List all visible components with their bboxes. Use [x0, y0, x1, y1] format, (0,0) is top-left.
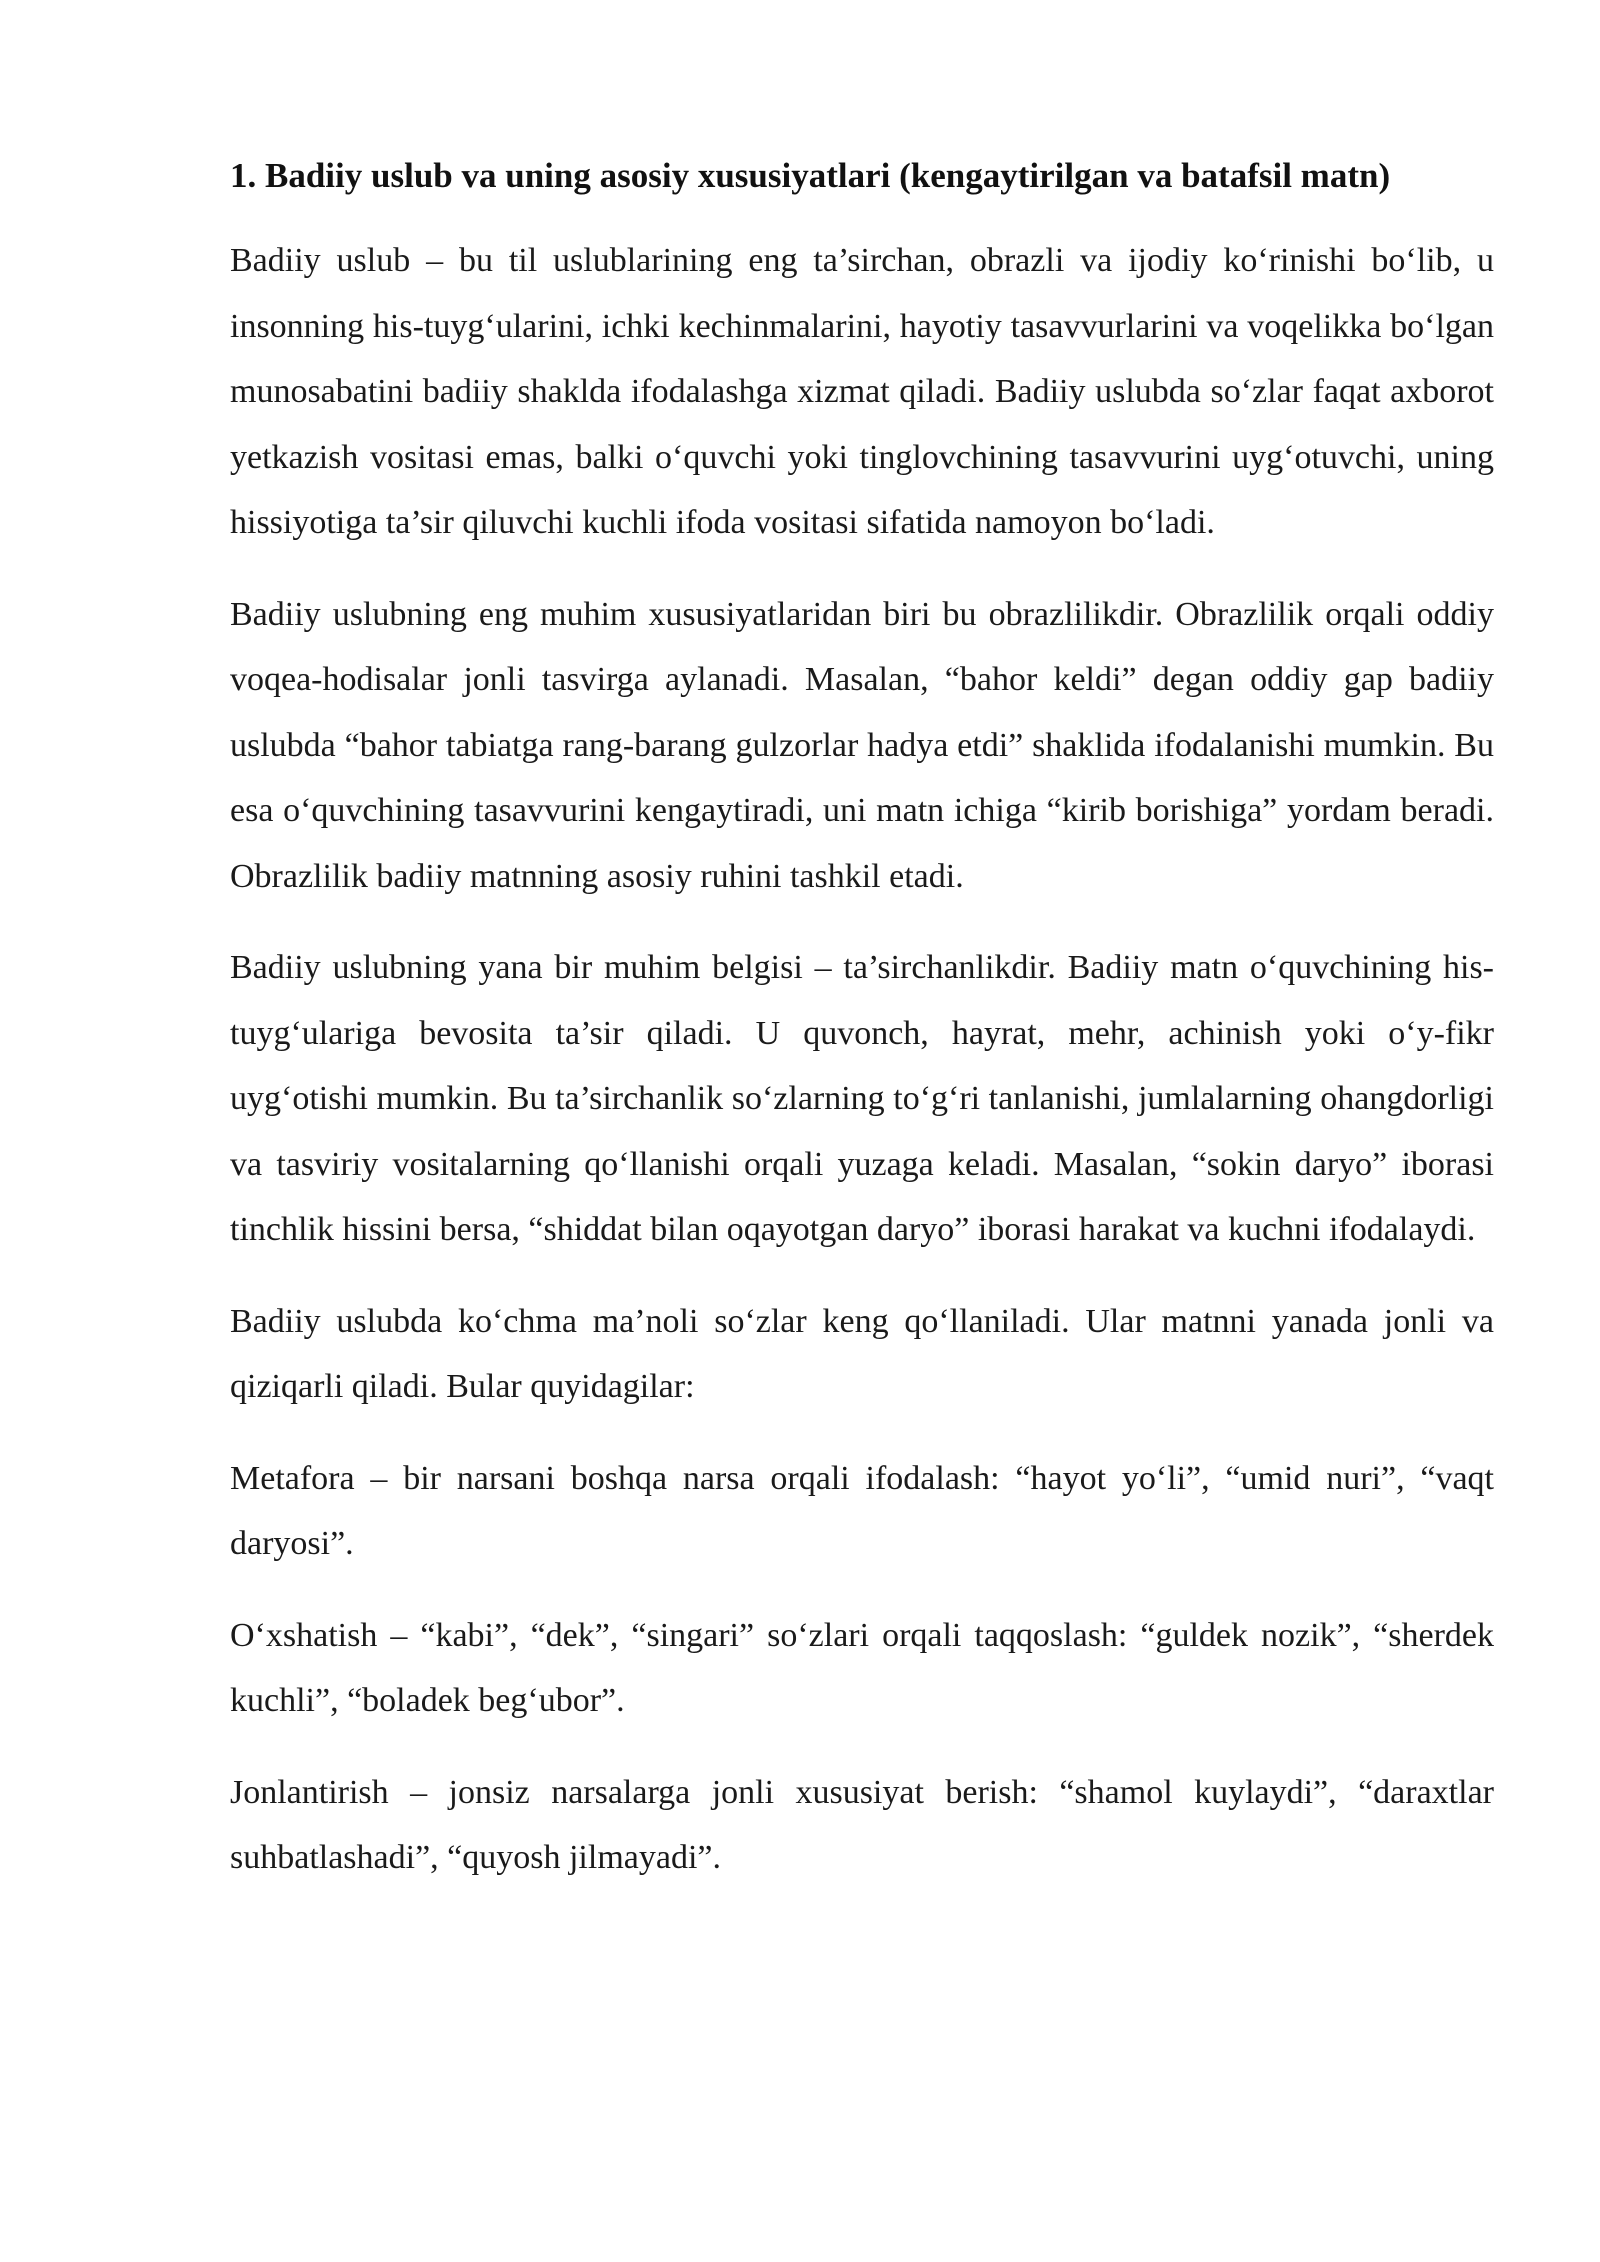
section-heading: 1. Badiiy uslub va uning asosiy xususiyatlari (kengaytirilgan va batafsil matn) — [230, 156, 1391, 195]
paragraph-simile: O‘xshatish – “kabi”, “dek”, “singari” so‘zlari orqali taqqoslash: “guldek nozik”, “sherdek kuchli”, “boladek beg‘ubor”. — [230, 1616, 1494, 1719]
paragraph-figurative-words: Badiiy uslubda ko‘chma ma’noli so‘zlar keng qo‘llaniladi. Ular matnni yanada jonli va qiziqarli qiladi. Bular quyidagilar: — [230, 1302, 1494, 1405]
document-body — [230, 150, 1494, 1917]
paragraph-imagery: Badiiy uslubning eng muhim xususiyatlaridan biri bu obrazlilikdir. Obrazlilik orqali oddiy voqea-hodisalar jonli tasvirga aylanadi. Masalan, “bahor keldi” degan oddiy gap badiiy uslubda “bahor tabiatga rang-barang gulzorlar hadya etdi” shaklida ifodalanishi mumkin. Bu esa o‘quvchining tasavvurini kengaytiradi, uni matn ichiga “kirib borishiga” yordam beradi. Obrazlilik badiiy matnning asosiy ruhini tashkil etadi. — [230, 595, 1494, 895]
paragraph-expressiveness: Badiiy uslubning yana bir muhim belgisi – ta’sirchanlikdir. Badiiy matn o‘quvchining his-tuyg‘ulariga bevosita ta’sir qiladi. U quvonch, hayrat, mehr, achinish yoki o‘y-fikr uyg‘otishi mumkin. Bu ta’sirchanlik so‘zlarning to‘g‘ri tanlanishi, jumlalarning ohangdorligi va tasviriy vositalarning qo‘llanishi orqali yuzaga keladi. Masalan, “sokin daryo” iborasi tinchlik hissini bersa, “shiddat bilan oqayotgan daryo” iborasi harakat va kuchni ifodalaydi. — [230, 949, 1494, 1248]
paragraph-personification: Jonlantirish – jonsiz narsalarga jonli xususiyat berish: “shamol kuylaydi”, “daraxtlar suhbatlashadi”, “quyosh jilmayadi”. — [230, 1773, 1494, 1876]
paragraph-metaphor: Metafora – bir narsani boshqa narsa orqali ifodalash: “hayot yo‘li”, “umid nuri”, “vaqt daryosi”. — [230, 1459, 1494, 1562]
paragraph-intro: Badiiy uslub – bu til uslublarining eng ta’sirchan, obrazli va ijodiy ko‘rinishi bo‘lib, u insonning his-tuyg‘ularini, ichki kechinmalarini, hayotiy tasavvurlarini va voqelikka bo‘lgan munosabatini badiiy shaklda ifodalashga xizmat qiladi. Badiiy uslubda so‘zlar faqat axborot yetkazish vositasi emas, balki o‘quvchi yoki tinglovchining tasavvurini uyg‘otuvchi, uning hissiyotiga ta’sir qiluvchi kuchli ifoda vositasi sifatida namoyon bo‘ladi. — [230, 242, 1494, 541]
